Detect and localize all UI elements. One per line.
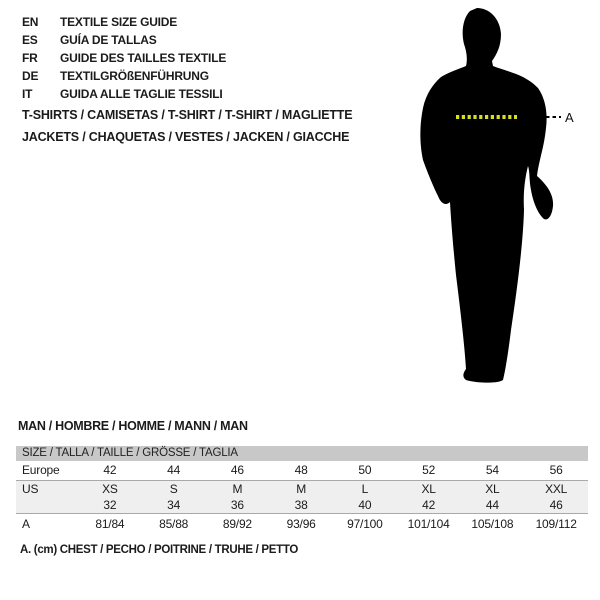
table-cell: 42 [103,463,117,477]
category-line-tshirts: T-SHIRTS / CAMISETAS / T-SHIRT / T-SHIRT / MAGLIETTE [22,108,353,122]
table-header: SIZE / TALLA / TAILLE / GRÖSSE / TAGLIA [16,446,588,461]
row-label: Europe [22,463,60,477]
table-cell: 46 [549,498,563,512]
table-cell: 42 [422,498,436,512]
table-cell: 52 [422,463,436,477]
guide-title: GUIDE DES TAILLES TEXTILE [60,51,227,65]
table-cell: 56 [549,463,563,477]
table-row-us-numeric [16,497,588,513]
guide-title: TEXTILGRÖßENFÜHRUNG [60,69,209,83]
table-cell: 93/96 [286,517,316,531]
table-cell: 38 [294,498,308,512]
table-cell: L [361,482,369,496]
table-cell: S [169,482,178,496]
measure-footnote: A. (cm) CHEST / PECHO / POITRINE / TRUHE / PETTO [20,544,299,556]
category-line-jackets: JACKETS / CHAQUETAS / VESTES / JACKEN / GIACCHE [22,130,350,144]
table-cell: 109/112 [535,517,577,531]
table-cell: 89/92 [222,517,252,531]
table-cell: 54 [485,463,499,477]
language-code: EN [22,15,39,29]
table-cell: 85/88 [159,517,189,531]
measure-label-a: A [565,110,574,125]
language-code: FR [22,51,38,65]
guide-title: GUIDA ALLE TAGLIE TESSILI [60,87,223,101]
table-cell: M [296,482,307,496]
table-cell: 105/108 [471,517,514,531]
table-cell: 48 [294,463,308,477]
guide-title: TEXTILE SIZE GUIDE [60,15,178,29]
table-cell: 44 [167,463,181,477]
us-size-block [16,480,588,514]
language-code: ES [22,33,38,47]
section-heading-man: MAN / HOMBRE / HOMME / MANN / MAN [18,419,248,433]
table-cell: 36 [230,498,244,512]
table-cell: 81/84 [95,517,125,531]
table-cell: M [232,482,243,496]
table-row-europe [16,461,588,480]
table-row-us [16,481,588,497]
table-cell: 50 [358,463,372,477]
table-row-chest [16,514,588,534]
table-cell: 32 [103,498,117,512]
table-cell: 44 [485,498,499,512]
table-cell: XXL [545,482,568,496]
guide-title: GUÍA DE TALLAS [60,33,157,47]
row-label [16,497,78,513]
table-cell: 40 [358,498,372,512]
table-cell: 101/104 [407,517,450,531]
row-label: US [22,482,39,496]
man-silhouette [420,8,553,383]
table-cell: 46 [230,463,244,477]
table-cell: XS [102,482,118,496]
language-code: DE [22,69,39,83]
table-cell: XL [485,482,500,496]
language-code: IT [22,87,33,101]
row-label: A [22,517,30,531]
table-cell: 97/100 [347,517,383,531]
table-cell: 34 [167,498,181,512]
table-cell: XL [421,482,436,496]
size-table [16,446,588,534]
